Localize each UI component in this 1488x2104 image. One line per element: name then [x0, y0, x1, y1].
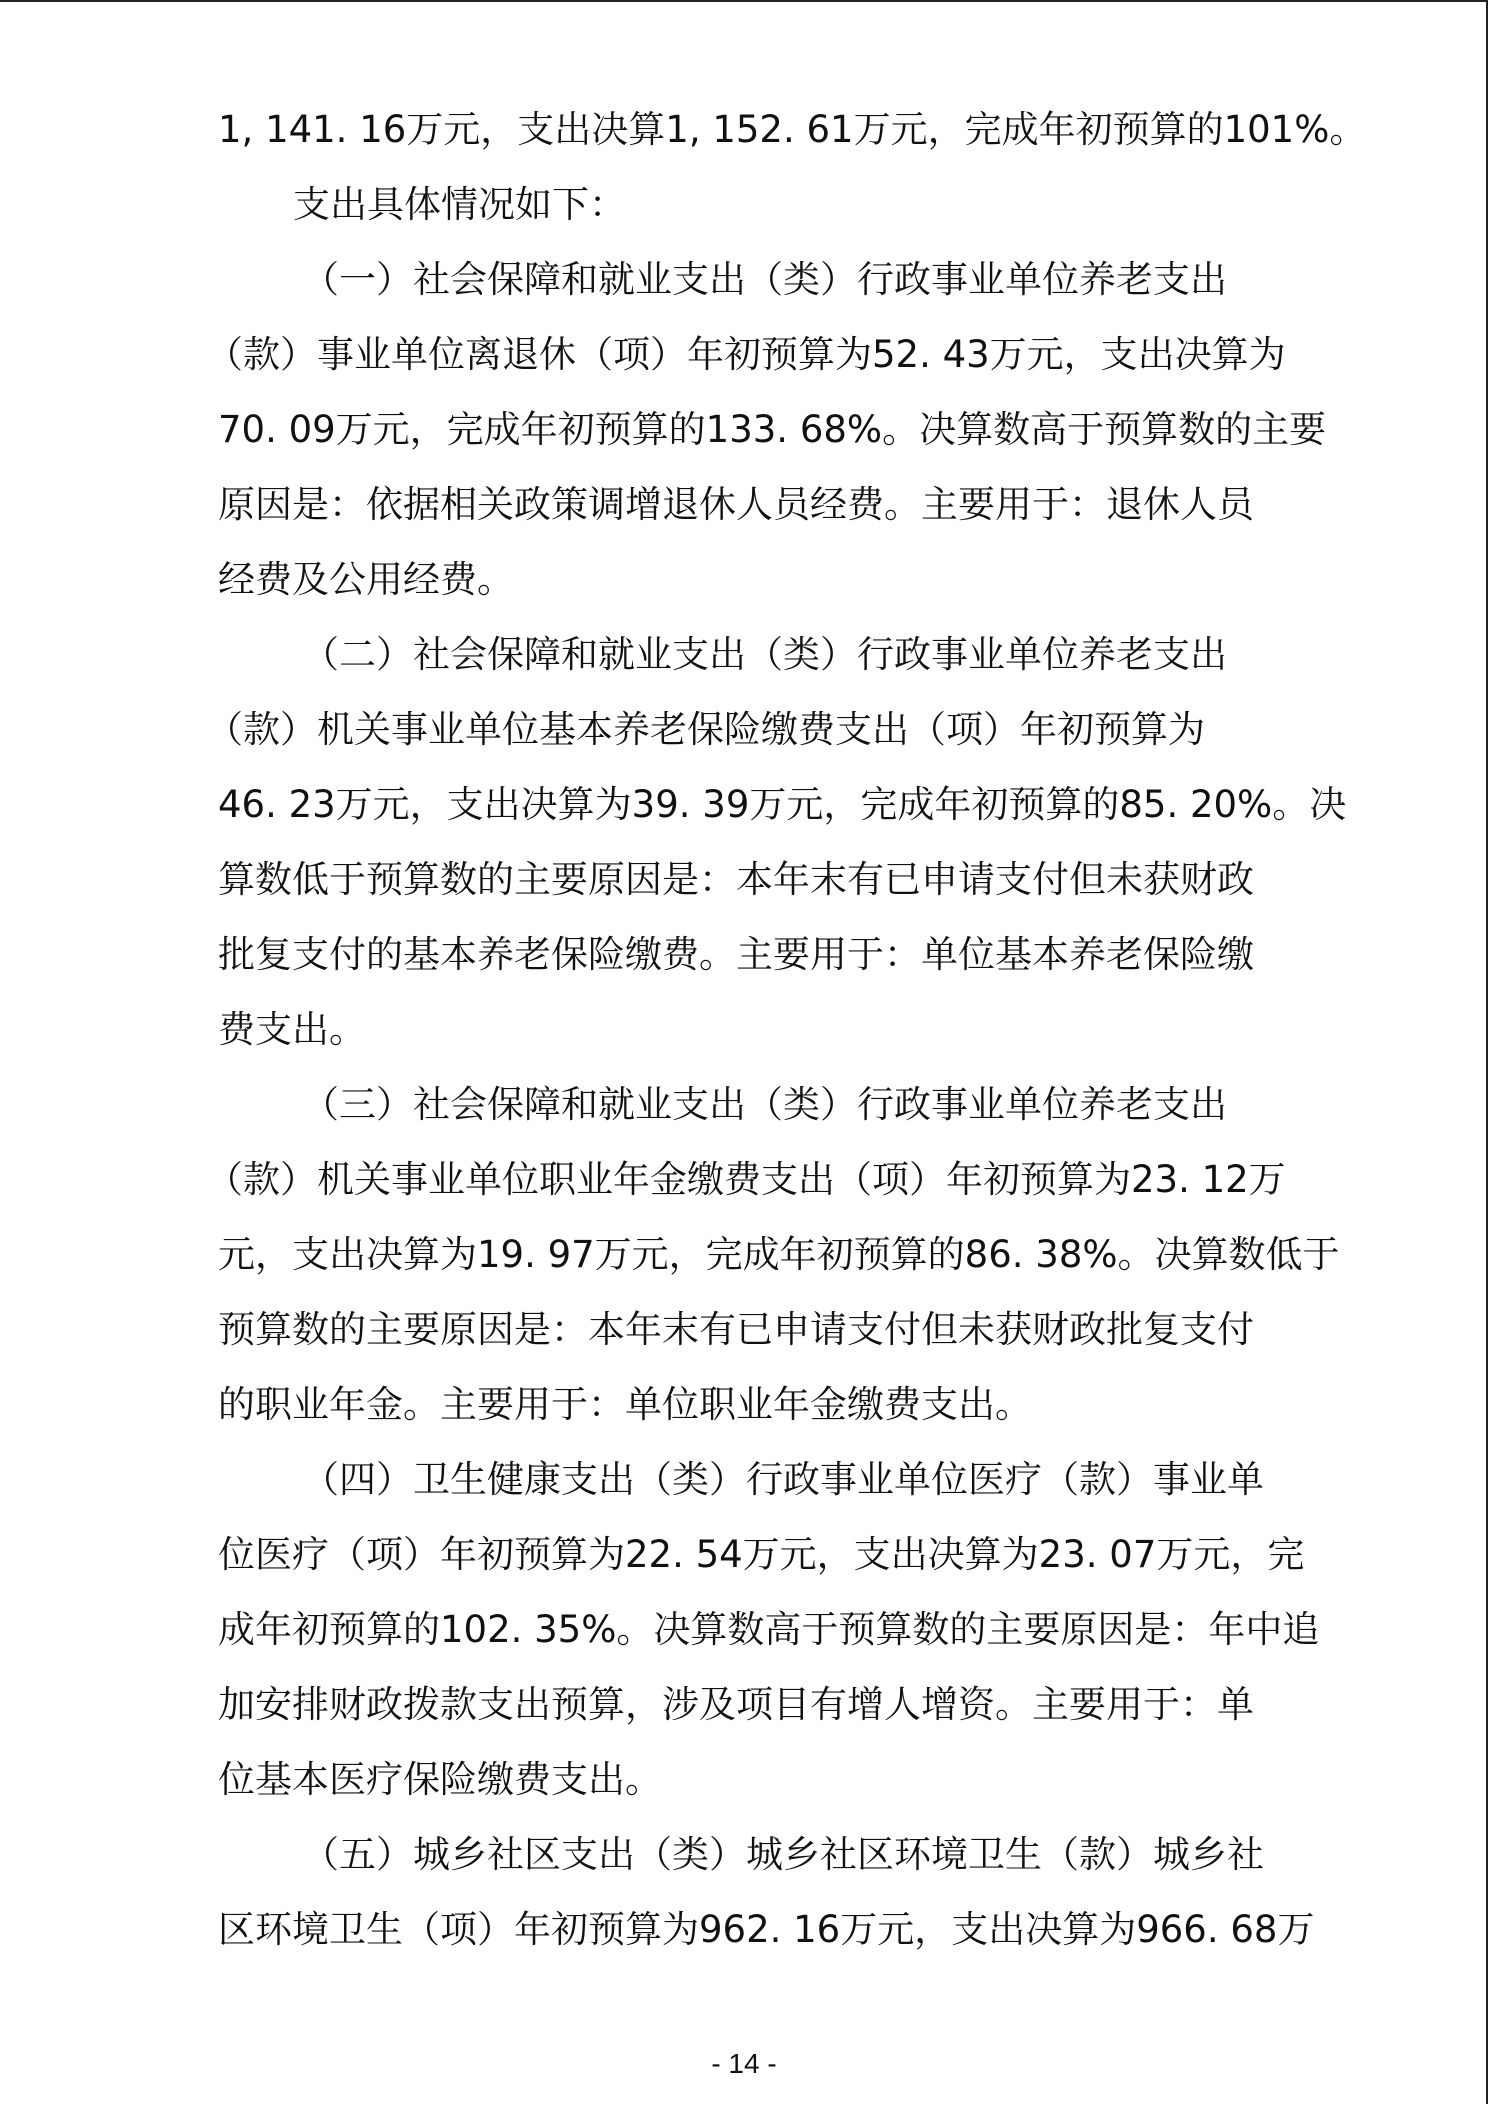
- text-line-1: 1, 141. 16万元，支出决算1, 152. 61万元，完成年初预算的101%。: [218, 108, 1367, 151]
- text-line-6: 原因是：依据相关政策调增退休人员经费。主要用于：退休人员: [218, 483, 1254, 526]
- document-body: [206, 92, 1367, 1967]
- text-line-20: 位医疗（项）年初预算为22. 54万元，支出决算为23. 07万元，完: [218, 1533, 1305, 1576]
- text-line-17: 预算数的主要原因是：本年末有已申请支付但未获财政批复支付: [218, 1308, 1254, 1351]
- text-line-2: 支出具体情况如下：: [293, 183, 626, 226]
- text-line-16: 元，支出决算为19. 97万元，完成年初预算的86. 38%。决算数低于: [218, 1233, 1340, 1276]
- text-line-10: 46. 23万元，支出决算为39. 39万元，完成年初预算的85. 20%。决: [218, 783, 1347, 826]
- text-line-23: 位基本医疗保险缴费支出。: [218, 1758, 662, 1801]
- page-border-top: [0, 0, 1488, 2]
- text-line-9: （款）机关事业单位基本养老保险缴费支出（项）年初预算为: [206, 708, 1205, 751]
- text-line-18: 的职业年金。主要用于：单位职业年金缴费支出。: [218, 1383, 1032, 1426]
- text-line-8: （二）社会保障和就业支出（类）行政事业单位养老支出: [302, 633, 1227, 676]
- text-line-5: 70. 09万元，完成年初预算的133. 68%。决算数高于预算数的主要: [218, 408, 1327, 451]
- text-line-22: 加安排财政拨款支出预算，涉及项目有增人增资。主要用于：单: [218, 1683, 1254, 1726]
- text-line-4: （款）事业单位离退休（项）年初预算为52. 43万元，支出决算为: [206, 333, 1286, 376]
- text-line-7: 经费及公用经费。: [218, 558, 514, 601]
- text-line-19: （四）卫生健康支出（类）行政事业单位医疗（款）事业单: [302, 1458, 1264, 1501]
- text-line-15: （款）机关事业单位职业年金缴费支出（项）年初预算为23. 12万: [206, 1158, 1286, 1201]
- page-number: - 14 -: [711, 2048, 777, 2079]
- text-line-14: （三）社会保障和就业支出（类）行政事业单位养老支出: [302, 1083, 1227, 1126]
- text-line-3: （一）社会保障和就业支出（类）行政事业单位养老支出: [302, 258, 1227, 301]
- text-line-13: 费支出。: [218, 1008, 366, 1051]
- text-line-12: 批复支付的基本养老保险缴费。主要用于：单位基本养老保险缴: [218, 933, 1254, 976]
- text-line-11: 算数低于预算数的主要原因是：本年末有已申请支付但未获财政: [218, 858, 1254, 901]
- text-line-21: 成年初预算的102. 35%。决算数高于预算数的主要原因是：年中追: [218, 1608, 1320, 1651]
- text-line-25: 区环境卫生（项）年初预算为962. 16万元，支出决算为966. 68万: [218, 1908, 1315, 1951]
- text-line-24: （五）城乡社区支出（类）城乡社区环境卫生（款）城乡社: [302, 1833, 1264, 1876]
